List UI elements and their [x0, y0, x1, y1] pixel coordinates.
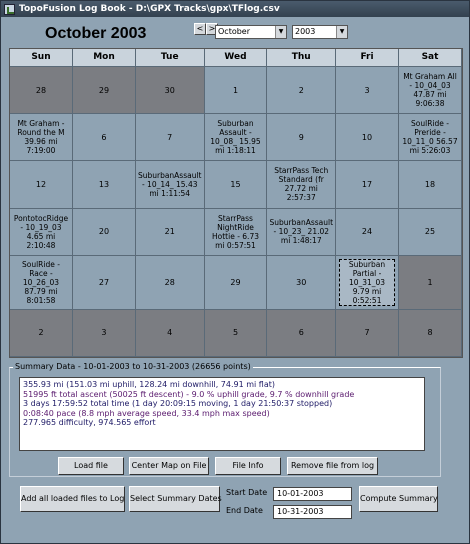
- summary-line: 277.965 difficulty, 974.565 effort: [23, 418, 156, 427]
- day-header-sun: Sun: [10, 49, 73, 67]
- calendar-entry-cell[interactable]: [205, 209, 268, 256]
- day-number: 6: [101, 132, 107, 142]
- day-number: 5: [232, 328, 239, 338]
- day-number: 29: [98, 85, 110, 95]
- calendar-day-cell[interactable]: [10, 310, 73, 357]
- summary-text-box[interactable]: [19, 377, 425, 451]
- calendar-day-cell[interactable]: [336, 114, 399, 161]
- day-number: 24: [361, 227, 373, 237]
- day-header-sat: Sat: [399, 49, 462, 67]
- calendar-entry-cell[interactable]: [10, 114, 73, 161]
- entry-text: SoulRide - Race - 10_26_03 87.79 mi 8:01:58: [22, 259, 60, 305]
- window-title: TopoFusion Log Book - D:\GPX Tracks\gpx\TFlog.csv: [19, 4, 280, 14]
- add-all-files-button[interactable]: Add all loaded files to Log: [20, 486, 125, 512]
- entry-text: Suburban Assault - 10_08_ 15.95 mi 1:18:11: [210, 119, 261, 156]
- day-number: 10: [361, 132, 373, 142]
- calendar-entry-cell[interactable]: [336, 256, 399, 310]
- entry-text: StarrPass NightRide Hottie - 6.73 mi 0:57:51: [212, 213, 259, 250]
- calendar-day-cell[interactable]: [73, 209, 136, 256]
- calendar-day-cell[interactable]: [73, 310, 136, 357]
- calendar-entry-cell[interactable]: [10, 256, 73, 310]
- day-number: 1: [232, 85, 239, 95]
- day-number: 18: [424, 179, 436, 189]
- summary-line: 51995 ft total ascent (50025 ft descent) - 9.0 % uphill grade, 9.7 % downhill grade: [23, 389, 355, 399]
- calendar-entry-cell[interactable]: [399, 114, 462, 161]
- calendar-grid: [9, 48, 463, 358]
- calendar-day-cell[interactable]: [205, 67, 268, 114]
- calendar-entry-cell[interactable]: [10, 209, 73, 256]
- day-number: 3: [101, 328, 107, 338]
- day-number: 30: [296, 277, 307, 287]
- entry-text: SoulRide - Preride - 10_11_0 56.57 mi 5:26:03: [402, 119, 458, 156]
- year-select[interactable]: [292, 25, 348, 39]
- calendar-day-cell[interactable]: [267, 114, 336, 161]
- end-date-label: End Date: [226, 506, 263, 515]
- calendar-day-cell[interactable]: [267, 67, 336, 114]
- start-date-label: Start Date: [226, 488, 268, 497]
- calendar-day-cell[interactable]: [136, 67, 205, 114]
- calendar-day-cell[interactable]: [399, 161, 462, 208]
- day-number: 29: [230, 277, 241, 287]
- day-number: 28: [35, 85, 47, 95]
- chevron-down-icon[interactable]: ▼: [275, 26, 286, 38]
- summary-line: 3 days 17:59:52 total time (1 day 20:09:15 moving, 1 day 21:50:37 stopped): [23, 399, 333, 408]
- day-number: 13: [98, 179, 110, 189]
- calendar-day-cell[interactable]: [205, 310, 268, 357]
- day-number: 17: [361, 179, 373, 189]
- calendar-day-cell[interactable]: [336, 161, 399, 208]
- calendar-day-cell[interactable]: [73, 114, 136, 161]
- day-number: 27: [98, 277, 110, 287]
- day-header-thu: Thu: [267, 49, 336, 67]
- calendar-day-cell[interactable]: [73, 67, 136, 114]
- entry-text: PontotocRidge - 10_19_03 4.65 mi 2:10:48: [13, 213, 69, 250]
- calendar-entry-cell[interactable]: [205, 114, 268, 161]
- calendar-day-cell[interactable]: [73, 161, 136, 208]
- calendar-day-cell[interactable]: [73, 256, 136, 310]
- next-month-button[interactable]: >: [206, 23, 218, 35]
- day-number: 30: [164, 85, 175, 95]
- calendar-day-cell[interactable]: [336, 209, 399, 256]
- calendar-day-cell[interactable]: [136, 114, 205, 161]
- entry-text: Suburban Partial - 10_31_03 9.79 mi 0:52:51: [348, 259, 386, 305]
- calendar-day-cell[interactable]: [10, 67, 73, 114]
- load-file-button[interactable]: Load file: [58, 457, 124, 475]
- month-select-value: October: [218, 27, 251, 36]
- remove-file-button[interactable]: Remove file from log: [287, 457, 378, 475]
- day-number: 6: [298, 328, 304, 338]
- day-header-fri: Fri: [336, 49, 399, 67]
- calendar-day-cell[interactable]: [136, 209, 205, 256]
- entry-text: SuburbanAssault - 10_14_ 15.43 mi 1:11:54: [137, 170, 202, 198]
- compute-summary-button[interactable]: Compute Summary: [359, 486, 438, 512]
- day-number: 21: [164, 227, 175, 237]
- entry-text: Mt Graham - Round the M 39.96 mi 7:19:00: [17, 119, 65, 156]
- calendar-day-cell[interactable]: [136, 256, 205, 310]
- calendar-day-cell[interactable]: [136, 310, 205, 357]
- day-header-mon: Mon: [73, 49, 136, 67]
- day-number: 2: [38, 328, 44, 338]
- day-number: 1: [427, 277, 433, 287]
- calendar-day-cell[interactable]: [399, 310, 462, 357]
- calendar-day-cell[interactable]: [205, 161, 268, 208]
- day-number: 4: [167, 328, 173, 338]
- calendar-day-cell[interactable]: [399, 209, 462, 256]
- day-number: 7: [364, 328, 370, 338]
- calendar-day-cell[interactable]: [267, 310, 336, 357]
- end-date-input[interactable]: 10-31-2003: [273, 505, 352, 519]
- center-map-button[interactable]: Center Map on File: [129, 457, 209, 475]
- day-header-wed: Wed: [205, 49, 268, 67]
- start-date-input[interactable]: 10-01-2003: [273, 487, 352, 501]
- calendar-entry-cell[interactable]: [399, 67, 462, 114]
- day-number: 9: [298, 132, 304, 142]
- day-number: 8: [427, 328, 433, 338]
- day-number: 7: [167, 132, 173, 142]
- select-summary-dates-button[interactable]: Select Summary Dates: [129, 486, 220, 512]
- calendar-day-cell[interactable]: [399, 256, 462, 310]
- title-bar[interactable]: [1, 1, 469, 17]
- day-number: 25: [424, 227, 436, 237]
- calendar-entry-cell[interactable]: [267, 161, 336, 208]
- chevron-down-icon[interactable]: ▼: [336, 26, 347, 38]
- summary-line: 355.93 mi (151.03 mi uphill, 128.24 mi downhill, 74.91 mi flat): [23, 380, 275, 389]
- day-number: 20: [98, 227, 110, 237]
- month-title: October 2003: [45, 25, 147, 42]
- selected-entry-box[interactable]: [339, 259, 395, 306]
- day-number: 15: [230, 179, 241, 189]
- calendar-entry-cell[interactable]: [267, 209, 336, 256]
- summary-line: 0:08:40 pace (8.8 mph average speed, 33.4 mph max speed): [23, 408, 270, 418]
- day-header-tue: Tue: [136, 49, 205, 67]
- file-info-button[interactable]: File Info: [215, 457, 281, 475]
- calendar-day-cell[interactable]: [267, 256, 336, 310]
- month-select[interactable]: [215, 25, 287, 39]
- app-icon: [4, 4, 15, 15]
- calendar-day-cell[interactable]: [205, 256, 268, 310]
- calendar-day-cell[interactable]: [336, 67, 399, 114]
- entry-text: StarrPass Tech Standard (fr 27.72 mi 2:57:37: [274, 166, 329, 203]
- prev-month-button[interactable]: <: [194, 23, 206, 35]
- calendar-day-cell[interactable]: [336, 310, 399, 357]
- year-select-value: 2003: [295, 27, 316, 36]
- day-number: 2: [298, 85, 304, 95]
- day-number: 12: [35, 179, 47, 189]
- entry-text: SuburbanAssault - 10_23_ 21.02 mi 1:48:17: [269, 218, 334, 246]
- entry-text: Mt Graham All - 10_04_03 47.87 mi 9:06:38: [403, 72, 457, 109]
- summary-label: Summary Data - 10-01-2003 to 10-31-2003 (26656 points): [15, 362, 251, 371]
- calendar-day-cell[interactable]: [10, 161, 73, 208]
- day-number: 28: [164, 277, 175, 287]
- day-number: 3: [364, 85, 370, 95]
- calendar-entry-cell[interactable]: [136, 161, 205, 208]
